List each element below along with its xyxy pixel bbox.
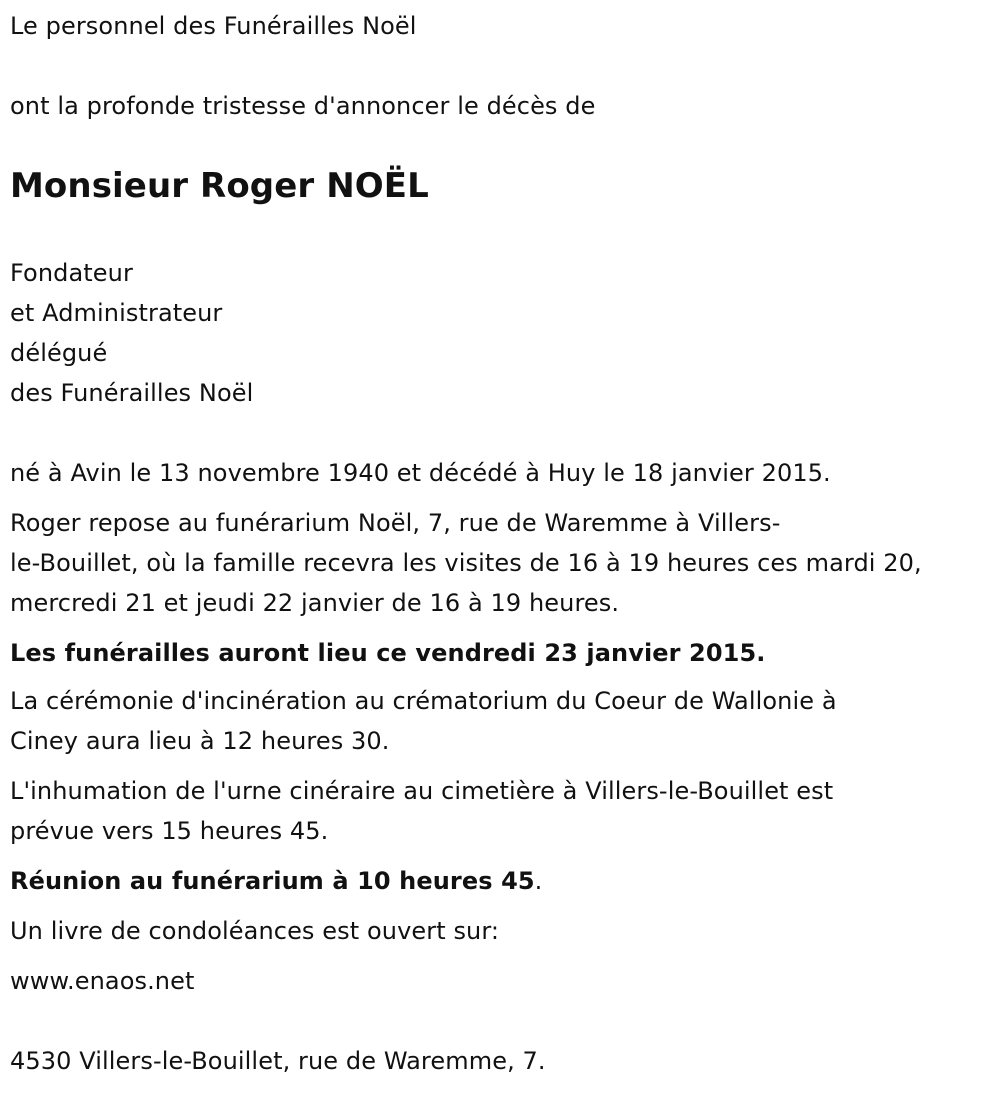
ceremony-line: Ciney aura lieu à 12 heures 30. <box>10 727 390 755</box>
announce-text: ont la profonde tristesse d'annoncer le décès de <box>10 92 596 120</box>
role-line: des Funérailles Noël <box>10 379 254 407</box>
ceremony-line: La cérémonie d'incinération au crématorium du Coeur de Wallonie à <box>10 687 837 715</box>
funeral-date: Les funérailles auront lieu ce vendredi 23 janvier 2015. <box>10 639 766 667</box>
visitation-line: mercredi 21 et jeudi 22 janvier de 16 à 19 heures. <box>10 589 620 617</box>
intro-text: Le personnel des Funérailles Noël <box>10 12 417 40</box>
website-link[interactable]: www.enaos.net <box>10 967 195 995</box>
deceased-name: Monsieur Roger NOËL <box>10 166 429 206</box>
address-text: 4530 Villers-le-Bouillet, rue de Waremme, 7. <box>10 1047 546 1075</box>
role-line: et Administrateur <box>10 299 223 327</box>
visitation-line: le-Bouillet, où la famille recevra les visites de 16 à 19 heures ces mardi 20, <box>10 549 922 577</box>
burial-line: prévue vers 15 heures 45. <box>10 817 329 845</box>
birth-death-text: né à Avin le 13 novembre 1940 et décédé à Huy le 18 janvier 2015. <box>10 459 831 487</box>
meeting-punct: . <box>534 867 543 895</box>
role-line: délégué <box>10 339 108 367</box>
visitation-line: Roger repose au funérarium Noël, 7, rue de Waremme à Villers- <box>10 509 781 537</box>
meeting-info <box>10 861 542 901</box>
condolences-text: Un livre de condoléances est ouvert sur: <box>10 917 500 945</box>
role-line: Fondateur <box>10 259 133 287</box>
burial-line: L'inhumation de l'urne cinéraire au cimetière à Villers-le-Bouillet est <box>10 777 834 805</box>
meeting-time: Réunion au funérarium à 10 heures 45 <box>10 867 535 895</box>
